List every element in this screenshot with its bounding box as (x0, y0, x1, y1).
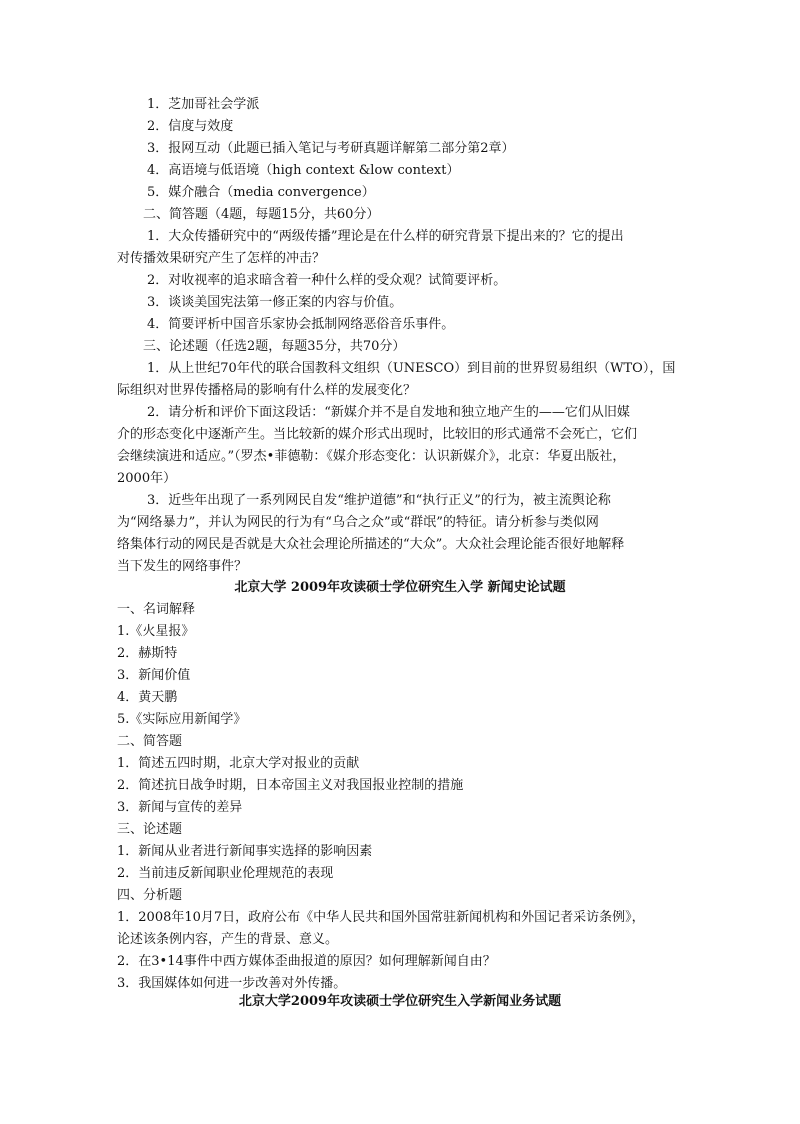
question-line: 3．新闻与宣传的差异 (117, 800, 243, 815)
question-line: 1．2008年10月7日，政府公布《中华人民共和国外国常驻新闻机构和外国记者采访条例》， (117, 910, 645, 925)
term-item: 2．信度与效度 (147, 119, 234, 134)
history-theory-questions (117, 599, 683, 995)
history-theory-exam (117, 577, 683, 599)
term-item: 3．报网互动（此题已插入笔记与考研真题详解第二部分第2章） (147, 141, 515, 156)
exam-title: 北京大学 2009年攻读硕士学位研究生入学 新闻史论试题 (234, 580, 566, 595)
term-item: 3．新闻价值 (117, 668, 191, 683)
question-line: 介的形态变化中逐渐产生。当比较新的媒介形式出现时，比较旧的形式通常不会死亡，它们 (117, 427, 638, 442)
question-line: 2．请分析和评价下面这段话：“新媒介并不是自发地和独立地产生的——它们从旧媒 (147, 405, 630, 420)
question-line: 为“网络暴力”，并认为网民的行为有“乌合之众”或“群氓”的特征。请分析参与类似网 (117, 515, 599, 530)
term-item: 1．芝加哥社会学派 (147, 97, 260, 112)
question-line: 络集体行动的网民是否就是大众社会理论所描述的“大众”。大众社会理论能否很好地解释 (117, 537, 625, 552)
section-heading-essay: 三、论述题（任选2题，每题35分，共70分） (143, 339, 406, 354)
question-line: 1．大众传播研究中的“两级传播”理论是在什么样的研究背景下提出来的？它的提出 (147, 229, 624, 244)
term-item: 1.《火星报》 (117, 624, 195, 639)
question-line: 2．在3•14事件中西方媒体歪曲报道的原因？如何理解新闻自由？ (117, 954, 496, 969)
section-heading-short-answer: 二、简答题（4题，每题15分，共60分） (143, 207, 380, 222)
question-line: 2．对收视率的追求暗含着一种什么样的受众观？试简要评析。 (147, 273, 507, 288)
section-heading: 三、论述题 (117, 822, 183, 837)
question-line: 1．新闻从业者进行新闻事实选择的影响因素 (117, 844, 373, 859)
exam-title: 北京大学2009年攻读硕士学位研究生入学新闻业务试题 (238, 994, 562, 1009)
question-line: 3．近些年出现了一系列网民自发“维护道德”和“执行正义”的行为，被主流舆论称 (147, 493, 611, 508)
term-item: 2．赫斯特 (117, 646, 178, 661)
question-line: 3．我国媒体如何进一步改善对外传播。 (117, 976, 347, 991)
section-heading: 二、简答题 (117, 734, 183, 749)
question-line: 会继续演进和适应。”（罗杰•菲德勒：《媒介形态变化：认识新媒介》，北京：华夏出版社， (117, 449, 626, 464)
question-line: 2．当前违反新闻职业伦理规范的表现 (117, 866, 334, 881)
term-item: 5.《实际应用新闻学》 (117, 712, 247, 727)
section-heading: 一、名词解释 (117, 602, 196, 617)
question-line: 4．简要评析中国音乐家协会抵制网络恶俗音乐事件。 (147, 317, 455, 332)
term-item: 4．黄天鹏 (117, 690, 178, 705)
question-line: 2．简述抗日战争时期，日本帝国主义对我国报业控制的措施 (117, 778, 464, 793)
question-line: 1．简述五四时期，北京大学对报业的贡献 (117, 756, 360, 771)
question-line: 论述该条例内容，产生的背景、意义。 (117, 932, 339, 947)
question-line: 际组织对世界传播格局的影响有什么样的发展变化？ (117, 383, 417, 398)
section-heading: 四、分析题 (117, 888, 183, 903)
news-practice-exam (117, 991, 683, 1013)
question-line: 当下发生的网络事件？ (117, 559, 248, 574)
question-line: 1．从上世纪70年代的联合国教科文组织（UNESCO）到目前的世界贸易组织（WTO），国 (147, 361, 676, 376)
question-line: 2000年） (117, 471, 177, 486)
term-item: 5．媒介融合（media convergence） (147, 185, 375, 200)
question-line: 3．谈谈美国宪法第一修正案的内容与价值。 (147, 295, 403, 310)
question-line: 对传播效果研究产生了怎样的冲击？ (117, 251, 326, 266)
term-item: 4．高语境与低语境（high context &low context） (147, 163, 460, 178)
previous-exam-section (117, 94, 683, 578)
